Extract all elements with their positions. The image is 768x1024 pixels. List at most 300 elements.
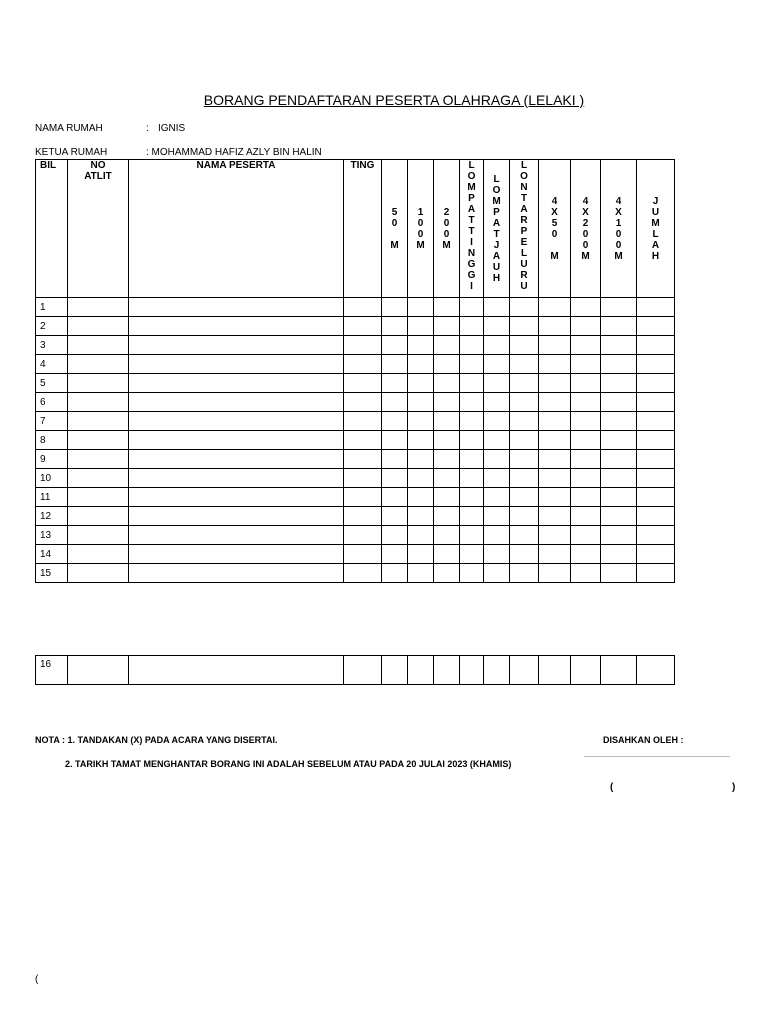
cell-200m[interactable] bbox=[434, 393, 460, 412]
cell-200m[interactable] bbox=[434, 355, 460, 374]
cell-4x100m[interactable] bbox=[601, 450, 637, 469]
cell-100m[interactable] bbox=[408, 317, 434, 336]
header-bil: BIL bbox=[36, 160, 68, 298]
cell-100m[interactable] bbox=[408, 545, 434, 564]
header-letter: O bbox=[520, 171, 528, 182]
header-lompat-tinggi bbox=[460, 160, 484, 298]
cell-lompat-tinggi[interactable] bbox=[460, 526, 484, 545]
cell-4x50m[interactable] bbox=[539, 488, 571, 507]
header-letter: 2 bbox=[443, 206, 450, 218]
cell-50m[interactable] bbox=[382, 374, 408, 393]
cell-4x100m[interactable] bbox=[601, 656, 637, 685]
cell-lompat-jauh[interactable] bbox=[484, 412, 510, 431]
header-letter: U bbox=[520, 281, 528, 292]
cell-100m[interactable] bbox=[408, 469, 434, 488]
cell-nama-peserta[interactable] bbox=[129, 488, 344, 507]
cell-no-atlit[interactable] bbox=[68, 507, 129, 526]
header-letter: A bbox=[492, 217, 501, 229]
header-letter: 1 bbox=[417, 206, 424, 218]
cell-4x50m[interactable] bbox=[539, 450, 571, 469]
cell-50m[interactable] bbox=[382, 355, 408, 374]
header-letter: T bbox=[468, 226, 475, 237]
cell-ting[interactable] bbox=[344, 412, 382, 431]
cell-lontar-peluru[interactable] bbox=[510, 317, 539, 336]
cell-lontar-peluru[interactable] bbox=[510, 298, 539, 317]
table-row bbox=[36, 393, 675, 412]
header-letter: X bbox=[551, 206, 558, 218]
cell-lontar-peluru[interactable] bbox=[510, 393, 539, 412]
cell-ting[interactable] bbox=[344, 488, 382, 507]
cell-4x50m[interactable] bbox=[539, 317, 571, 336]
cell-nama-peserta[interactable] bbox=[129, 564, 344, 583]
cell-jumlah[interactable] bbox=[637, 355, 675, 374]
cell-4x100m[interactable] bbox=[601, 393, 637, 412]
header-letter: 0 bbox=[615, 239, 622, 251]
cell-lontar-peluru[interactable] bbox=[510, 374, 539, 393]
header-letter: G bbox=[467, 259, 476, 270]
header-letter: 2 bbox=[582, 217, 589, 229]
cell-50m[interactable] bbox=[382, 488, 408, 507]
header-200m bbox=[434, 160, 460, 298]
header-letter: 0 bbox=[582, 239, 589, 251]
cell-lontar-peluru[interactable] bbox=[510, 488, 539, 507]
cell-lompat-tinggi[interactable] bbox=[460, 336, 484, 355]
cell-lompat-jauh[interactable] bbox=[484, 317, 510, 336]
cell-100m[interactable] bbox=[408, 412, 434, 431]
cell-no-atlit[interactable] bbox=[68, 564, 129, 583]
footer-mark: ( bbox=[35, 974, 39, 985]
cell-200m[interactable] bbox=[434, 336, 460, 355]
cell-50m[interactable] bbox=[382, 317, 408, 336]
cell-100m[interactable] bbox=[408, 526, 434, 545]
cell-lompat-tinggi[interactable] bbox=[460, 488, 484, 507]
cell-ting[interactable] bbox=[344, 469, 382, 488]
cell-50m[interactable] bbox=[382, 450, 408, 469]
cell-nama-peserta[interactable] bbox=[129, 431, 344, 450]
header-50m bbox=[382, 160, 408, 298]
cell-no-atlit[interactable] bbox=[68, 545, 129, 564]
row-number: 16 bbox=[36, 656, 68, 685]
header-no-atlit bbox=[68, 160, 129, 298]
header-letter: M bbox=[416, 239, 425, 251]
cell-lontar-peluru[interactable] bbox=[510, 507, 539, 526]
cell-no-atlit[interactable] bbox=[68, 393, 129, 412]
cell-lompat-tinggi[interactable] bbox=[460, 298, 484, 317]
cell-100m[interactable] bbox=[408, 507, 434, 526]
cell-4x50m[interactable] bbox=[539, 469, 571, 488]
cell-nama-peserta[interactable] bbox=[129, 526, 344, 545]
cell-lompat-tinggi[interactable] bbox=[460, 564, 484, 583]
header-letter: O bbox=[492, 184, 501, 196]
cell-lompat-tinggi[interactable] bbox=[460, 656, 484, 685]
cell-4x100m[interactable] bbox=[601, 507, 637, 526]
cell-jumlah[interactable] bbox=[637, 298, 675, 317]
cell-4x50m[interactable] bbox=[539, 374, 571, 393]
cell-jumlah[interactable] bbox=[637, 545, 675, 564]
cell-4x200m[interactable] bbox=[571, 545, 601, 564]
registration-table-continued bbox=[35, 655, 675, 685]
cell-100m[interactable] bbox=[408, 355, 434, 374]
header-no-atlit-line2: ATLIT bbox=[84, 171, 112, 182]
cell-50m[interactable] bbox=[382, 336, 408, 355]
cell-100m[interactable] bbox=[408, 336, 434, 355]
cell-4x200m[interactable] bbox=[571, 393, 601, 412]
header-letter: P bbox=[468, 193, 475, 204]
cell-4x50m[interactable] bbox=[539, 412, 571, 431]
cell-jumlah[interactable] bbox=[637, 564, 675, 583]
cell-4x200m[interactable] bbox=[571, 317, 601, 336]
table-row bbox=[36, 656, 675, 685]
header-letter: U bbox=[492, 261, 501, 273]
cell-ting[interactable] bbox=[344, 336, 382, 355]
cell-4x100m[interactable] bbox=[601, 526, 637, 545]
cell-lompat-tinggi[interactable] bbox=[460, 545, 484, 564]
header-letter: 1 bbox=[615, 217, 622, 229]
cell-4x50m[interactable] bbox=[539, 564, 571, 583]
cell-lompat-jauh[interactable] bbox=[484, 488, 510, 507]
row-number: 1 bbox=[36, 298, 68, 317]
cell-ting[interactable] bbox=[344, 431, 382, 450]
cell-200m[interactable] bbox=[434, 507, 460, 526]
cell-lompat-tinggi[interactable] bbox=[460, 374, 484, 393]
cell-4x100m[interactable] bbox=[601, 431, 637, 450]
cell-100m[interactable] bbox=[408, 393, 434, 412]
table-row bbox=[36, 374, 675, 393]
cell-4x100m[interactable] bbox=[601, 412, 637, 431]
table-row bbox=[36, 355, 675, 374]
cell-lompat-jauh[interactable] bbox=[484, 393, 510, 412]
cell-ting[interactable] bbox=[344, 564, 382, 583]
table-row bbox=[36, 469, 675, 488]
cell-lompat-jauh[interactable] bbox=[484, 469, 510, 488]
cell-4x50m[interactable] bbox=[539, 526, 571, 545]
cell-200m[interactable] bbox=[434, 374, 460, 393]
cell-4x100m[interactable] bbox=[601, 469, 637, 488]
cell-lontar-peluru[interactable] bbox=[510, 564, 539, 583]
header-letter: T bbox=[520, 193, 528, 204]
cell-jumlah[interactable] bbox=[637, 450, 675, 469]
cell-no-atlit[interactable] bbox=[68, 355, 129, 374]
cell-no-atlit[interactable] bbox=[68, 450, 129, 469]
cell-lompat-tinggi[interactable] bbox=[460, 469, 484, 488]
nota-line-1: NOTA : 1. TANDAKAN (X) PADA ACARA YANG DISERTAI. bbox=[35, 735, 278, 745]
cell-jumlah[interactable] bbox=[637, 374, 675, 393]
cell-4x200m[interactable] bbox=[571, 431, 601, 450]
header-letter: 5 bbox=[551, 217, 558, 229]
cell-jumlah[interactable] bbox=[637, 317, 675, 336]
header-letter: 5 bbox=[391, 206, 398, 218]
cell-lompat-jauh[interactable] bbox=[484, 355, 510, 374]
cell-lontar-peluru[interactable] bbox=[510, 336, 539, 355]
cell-50m[interactable] bbox=[382, 469, 408, 488]
cell-no-atlit[interactable] bbox=[68, 298, 129, 317]
cell-4x100m[interactable] bbox=[601, 545, 637, 564]
cell-4x50m[interactable] bbox=[539, 431, 571, 450]
cell-ting[interactable] bbox=[344, 545, 382, 564]
form-title: BORANG PENDAFTARAN PESERTA OLAHRAGA (LELAKI ) bbox=[203, 92, 585, 108]
cell-lompat-jauh[interactable] bbox=[484, 564, 510, 583]
header-letter: L bbox=[493, 173, 500, 185]
cell-lontar-peluru[interactable] bbox=[510, 431, 539, 450]
cell-nama-peserta[interactable] bbox=[129, 412, 344, 431]
header-letter: H bbox=[492, 272, 501, 284]
header-letter: 0 bbox=[391, 217, 398, 229]
cell-4x200m[interactable] bbox=[571, 374, 601, 393]
header-letter: R bbox=[520, 215, 528, 226]
cell-nama-peserta[interactable] bbox=[129, 336, 344, 355]
cell-jumlah[interactable] bbox=[637, 656, 675, 685]
cell-4x100m[interactable] bbox=[601, 374, 637, 393]
cell-100m[interactable] bbox=[408, 488, 434, 507]
cell-jumlah[interactable] bbox=[637, 393, 675, 412]
header-letter bbox=[539, 240, 570, 251]
header-letter: L bbox=[468, 160, 475, 171]
cell-lontar-peluru[interactable] bbox=[510, 469, 539, 488]
cell-4x50m[interactable] bbox=[539, 545, 571, 564]
cell-ting[interactable] bbox=[344, 393, 382, 412]
cell-200m[interactable] bbox=[434, 431, 460, 450]
cell-200m[interactable] bbox=[434, 469, 460, 488]
cell-lompat-tinggi[interactable] bbox=[460, 393, 484, 412]
table-row bbox=[36, 564, 675, 583]
cell-no-atlit[interactable] bbox=[68, 526, 129, 545]
cell-200m[interactable] bbox=[434, 317, 460, 336]
ketua-rumah-label: KETUA RUMAH bbox=[35, 147, 108, 158]
cell-lontar-peluru[interactable] bbox=[510, 656, 539, 685]
cell-jumlah[interactable] bbox=[637, 526, 675, 545]
cell-nama-peserta[interactable] bbox=[129, 507, 344, 526]
table-row bbox=[36, 431, 675, 450]
cell-4x200m[interactable] bbox=[571, 298, 601, 317]
cell-4x50m[interactable] bbox=[539, 507, 571, 526]
header-letter: T bbox=[493, 228, 500, 240]
cell-lompat-tinggi[interactable] bbox=[460, 431, 484, 450]
header-letter: A bbox=[492, 250, 501, 262]
cell-lontar-peluru[interactable] bbox=[510, 450, 539, 469]
cell-nama-peserta[interactable] bbox=[129, 545, 344, 564]
cell-50m[interactable] bbox=[382, 393, 408, 412]
cell-4x100m[interactable] bbox=[601, 564, 637, 583]
header-lompat-jauh bbox=[484, 160, 510, 298]
cell-no-atlit[interactable] bbox=[68, 488, 129, 507]
table-row bbox=[36, 317, 675, 336]
cell-200m[interactable] bbox=[434, 450, 460, 469]
cell-50m[interactable] bbox=[382, 298, 408, 317]
cell-lompat-tinggi[interactable] bbox=[460, 317, 484, 336]
cell-50m[interactable] bbox=[382, 431, 408, 450]
cell-4x200m[interactable] bbox=[571, 526, 601, 545]
cell-nama-peserta[interactable] bbox=[129, 317, 344, 336]
row-number: 2 bbox=[36, 317, 68, 336]
ketua-rumah-value: : MOHAMMAD HAFIZ AZLY BIN HALIN bbox=[146, 147, 322, 158]
header-letter: M bbox=[581, 250, 590, 262]
cell-nama-peserta[interactable] bbox=[129, 393, 344, 412]
cell-4x50m[interactable] bbox=[539, 393, 571, 412]
header-letter: 4 bbox=[551, 195, 558, 207]
cell-lontar-peluru[interactable] bbox=[510, 355, 539, 374]
cell-100m[interactable] bbox=[408, 431, 434, 450]
cell-lompat-jauh[interactable] bbox=[484, 374, 510, 393]
cell-4x50m[interactable] bbox=[539, 656, 571, 685]
table-row bbox=[36, 507, 675, 526]
cell-4x200m[interactable] bbox=[571, 412, 601, 431]
header-letter: G bbox=[467, 270, 476, 281]
cell-50m[interactable] bbox=[382, 656, 408, 685]
header-letter: P bbox=[520, 226, 528, 237]
cell-100m[interactable] bbox=[408, 450, 434, 469]
table-row bbox=[36, 412, 675, 431]
cell-jumlah[interactable] bbox=[637, 336, 675, 355]
cell-lompat-tinggi[interactable] bbox=[460, 412, 484, 431]
header-4x200m bbox=[571, 160, 601, 298]
row-number: 3 bbox=[36, 336, 68, 355]
cell-100m[interactable] bbox=[408, 656, 434, 685]
header-letter: X bbox=[582, 206, 589, 218]
cell-200m[interactable] bbox=[434, 412, 460, 431]
header-letter: A bbox=[520, 204, 528, 215]
cell-jumlah[interactable] bbox=[637, 412, 675, 431]
cell-4x100m[interactable] bbox=[601, 317, 637, 336]
signature-open-paren: ( bbox=[610, 782, 614, 793]
cell-50m[interactable] bbox=[382, 412, 408, 431]
cell-50m[interactable] bbox=[382, 545, 408, 564]
cell-200m[interactable] bbox=[434, 526, 460, 545]
cell-lompat-jauh[interactable] bbox=[484, 298, 510, 317]
table-row bbox=[36, 526, 675, 545]
row-number: 6 bbox=[36, 393, 68, 412]
cell-no-atlit[interactable] bbox=[68, 317, 129, 336]
row-number: 13 bbox=[36, 526, 68, 545]
cell-100m[interactable] bbox=[408, 298, 434, 317]
cell-200m[interactable] bbox=[434, 488, 460, 507]
cell-lompat-jauh[interactable] bbox=[484, 507, 510, 526]
cell-nama-peserta[interactable] bbox=[129, 355, 344, 374]
cell-lompat-jauh[interactable] bbox=[484, 336, 510, 355]
header-4x100m bbox=[601, 160, 637, 298]
row-number: 11 bbox=[36, 488, 68, 507]
cell-nama-peserta[interactable] bbox=[129, 374, 344, 393]
cell-nama-peserta[interactable] bbox=[129, 298, 344, 317]
cell-no-atlit[interactable] bbox=[68, 431, 129, 450]
cell-no-atlit[interactable] bbox=[68, 656, 129, 685]
cell-200m[interactable] bbox=[434, 545, 460, 564]
cell-lompat-jauh[interactable] bbox=[484, 450, 510, 469]
nota-line-2: 2. TARIKH TAMAT MENGHANTAR BORANG INI ADALAH SEBELUM ATAU PADA 20 JULAI 2023 (KHAMIS) bbox=[65, 759, 512, 769]
cell-lompat-jauh[interactable] bbox=[484, 526, 510, 545]
cell-100m[interactable] bbox=[408, 374, 434, 393]
header-letter: R bbox=[520, 270, 528, 281]
cell-4x50m[interactable] bbox=[539, 355, 571, 374]
cell-ting[interactable] bbox=[344, 374, 382, 393]
cell-no-atlit[interactable] bbox=[68, 412, 129, 431]
cell-nama-peserta[interactable] bbox=[129, 469, 344, 488]
cell-4x200m[interactable] bbox=[571, 564, 601, 583]
header-letter: 0 bbox=[551, 228, 558, 240]
cell-ting[interactable] bbox=[344, 656, 382, 685]
cell-4x100m[interactable] bbox=[601, 355, 637, 374]
cell-ting[interactable] bbox=[344, 507, 382, 526]
cell-ting[interactable] bbox=[344, 450, 382, 469]
cell-50m[interactable] bbox=[382, 507, 408, 526]
cell-no-atlit[interactable] bbox=[68, 374, 129, 393]
row-number: 9 bbox=[36, 450, 68, 469]
cell-jumlah[interactable] bbox=[637, 431, 675, 450]
cell-no-atlit[interactable] bbox=[68, 336, 129, 355]
header-ting: TING bbox=[344, 160, 382, 298]
cell-ting[interactable] bbox=[344, 526, 382, 545]
row-number: 8 bbox=[36, 431, 68, 450]
cell-4x100m[interactable] bbox=[601, 336, 637, 355]
header-letter: X bbox=[615, 206, 622, 218]
cell-lompat-jauh[interactable] bbox=[484, 656, 510, 685]
cell-ting[interactable] bbox=[344, 355, 382, 374]
row-number: 4 bbox=[36, 355, 68, 374]
cell-4x200m[interactable] bbox=[571, 355, 601, 374]
header-letter: L bbox=[520, 160, 528, 171]
cell-nama-peserta[interactable] bbox=[129, 656, 344, 685]
cell-4x200m[interactable] bbox=[571, 469, 601, 488]
cell-jumlah[interactable] bbox=[637, 469, 675, 488]
header-letter: M bbox=[550, 250, 559, 262]
cell-lompat-tinggi[interactable] bbox=[460, 507, 484, 526]
nama-rumah-value: IGNIS bbox=[158, 123, 186, 134]
cell-no-atlit[interactable] bbox=[68, 469, 129, 488]
cell-lontar-peluru[interactable] bbox=[510, 412, 539, 431]
header-letter: H bbox=[651, 250, 660, 262]
table-row bbox=[36, 488, 675, 507]
header-letter: 4 bbox=[615, 195, 622, 207]
cell-200m[interactable] bbox=[434, 564, 460, 583]
table-row bbox=[36, 545, 675, 564]
header-letter: 0 bbox=[417, 228, 424, 240]
cell-lompat-tinggi[interactable] bbox=[460, 355, 484, 374]
cell-50m[interactable] bbox=[382, 564, 408, 583]
cell-4x100m[interactable] bbox=[601, 298, 637, 317]
cell-50m[interactable] bbox=[382, 526, 408, 545]
header-letter: M bbox=[492, 195, 501, 207]
header-lontar-peluru bbox=[510, 160, 539, 298]
cell-200m[interactable] bbox=[434, 298, 460, 317]
cell-4x200m[interactable] bbox=[571, 336, 601, 355]
cell-nama-peserta[interactable] bbox=[129, 450, 344, 469]
cell-4x50m[interactable] bbox=[539, 336, 571, 355]
cell-lontar-peluru[interactable] bbox=[510, 526, 539, 545]
cell-4x200m[interactable] bbox=[571, 656, 601, 685]
cell-lompat-jauh[interactable] bbox=[484, 545, 510, 564]
cell-ting[interactable] bbox=[344, 317, 382, 336]
cell-4x200m[interactable] bbox=[571, 488, 601, 507]
cell-lontar-peluru[interactable] bbox=[510, 545, 539, 564]
cell-jumlah[interactable] bbox=[637, 507, 675, 526]
header-letter: 0 bbox=[615, 228, 622, 240]
cell-200m[interactable] bbox=[434, 656, 460, 685]
cell-4x100m[interactable] bbox=[601, 488, 637, 507]
cell-4x200m[interactable] bbox=[571, 507, 601, 526]
header-letter: N bbox=[467, 248, 476, 259]
header-letter: L bbox=[520, 248, 528, 259]
nama-rumah-label: NAMA RUMAH bbox=[35, 123, 103, 134]
cell-4x50m[interactable] bbox=[539, 298, 571, 317]
cell-ting[interactable] bbox=[344, 298, 382, 317]
cell-lompat-jauh[interactable] bbox=[484, 431, 510, 450]
cell-jumlah[interactable] bbox=[637, 488, 675, 507]
registration-table bbox=[35, 159, 675, 583]
cell-4x200m[interactable] bbox=[571, 450, 601, 469]
header-letter: M bbox=[390, 239, 399, 251]
cell-100m[interactable] bbox=[408, 564, 434, 583]
cell-lompat-tinggi[interactable] bbox=[460, 450, 484, 469]
signature-line bbox=[584, 756, 730, 757]
